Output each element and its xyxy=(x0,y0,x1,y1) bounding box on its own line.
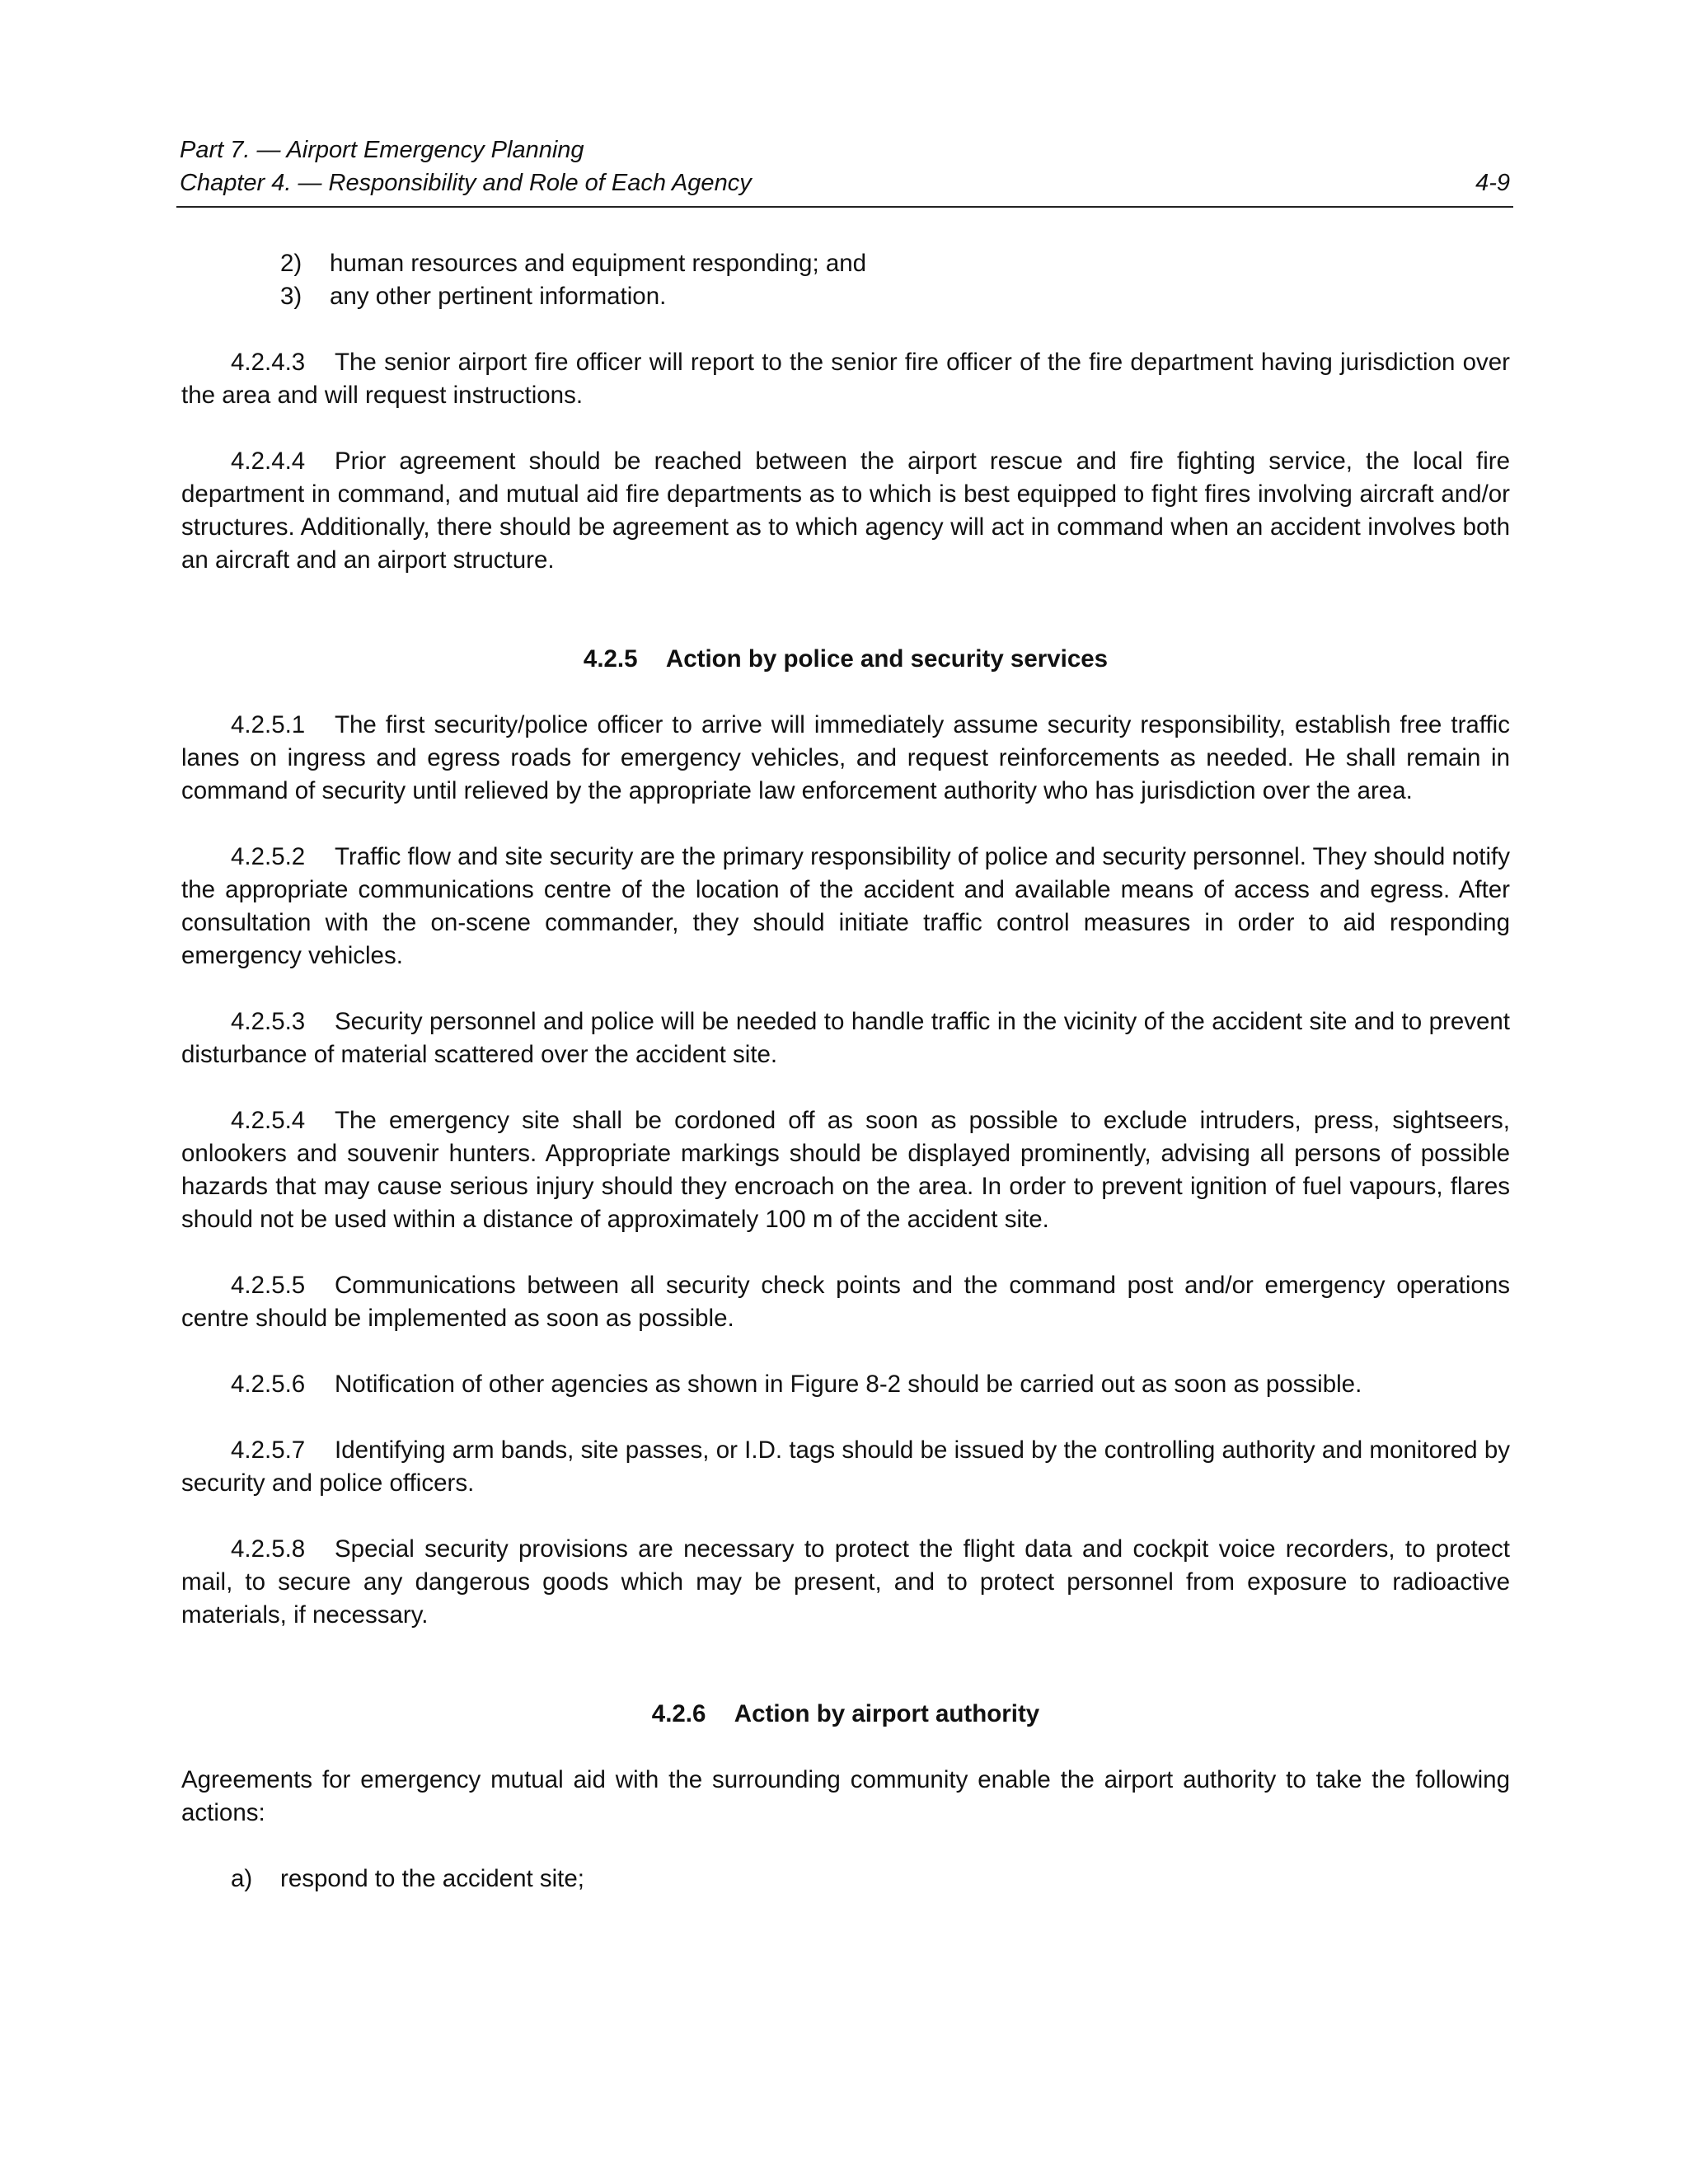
list-item-text: respond to the accident site; xyxy=(280,1865,584,1892)
section-title: Action by airport authority xyxy=(734,1700,1040,1727)
paragraph xyxy=(181,1104,1510,1236)
paragraph-text: Traffic flow and site security are the primary responsibility of police and security personnel. They should notify the appropriate communications centre of the location of the accident and available means of access and egress. After consultation with the on-scene commander, they should initiate traffic control measures in order to aid responding emergency vehicles. xyxy=(181,843,1510,969)
paragraph-number: 4.2.5.8 xyxy=(231,1535,306,1563)
list-item-text: human resources and equipment responding; and xyxy=(330,250,867,277)
document-page xyxy=(180,0,1510,2184)
paragraph-text: Security personnel and police will be needed to handle traffic in the vicinity of the accident site and to prevent disturbance of material scattered over the accident site. xyxy=(181,1008,1510,1068)
paragraph xyxy=(181,709,1510,808)
paragraph-number: 4.2.5.3 xyxy=(231,1008,306,1035)
list-item-text: any other pertinent information. xyxy=(330,283,667,310)
list-item-number: 3) xyxy=(280,283,302,310)
paragraph xyxy=(181,841,1510,972)
paragraph xyxy=(181,1368,1510,1401)
section-heading xyxy=(181,643,1510,676)
paragraph-number: 4.2.5.5 xyxy=(231,1272,306,1299)
paragraph xyxy=(181,346,1510,412)
page-number: 4-9 xyxy=(1475,170,1510,196)
paragraph xyxy=(181,1764,1510,1830)
document-body xyxy=(181,247,1510,1896)
paragraph xyxy=(181,445,1510,577)
paragraph xyxy=(181,1533,1510,1632)
section-number: 4.2.5 xyxy=(583,645,638,673)
header-chapter-title: Chapter 4. — Responsibility and Role of Each Agency xyxy=(180,170,752,196)
section-number: 4.2.6 xyxy=(651,1700,706,1727)
list-item xyxy=(231,1863,1510,1896)
paragraph-text: Identifying arm bands, site passes, or I.D. tags should be issued by the controlling authority and monitored by security and police officers. xyxy=(181,1436,1510,1497)
paragraph-text: Special security provisions are necessary to protect the flight data and cockpit voice recorders, to protect mail, to secure any dangerous goods which may be present, and to protect personnel from exposure to radioactive materials, if necessary. xyxy=(181,1535,1510,1629)
paragraph-text: Notification of other agencies as shown in Figure 8-2 should be carried out as soon as possible. xyxy=(335,1371,1362,1398)
paragraph-number: 4.2.5.4 xyxy=(231,1107,306,1134)
page-header xyxy=(180,134,1510,199)
paragraph xyxy=(181,1434,1510,1500)
paragraph-text: Agreements for emergency mutual aid with the surrounding community enable the airport authority to take the following actions: xyxy=(181,1766,1510,1826)
section-heading xyxy=(181,1698,1510,1731)
section-title: Action by police and security services xyxy=(665,645,1109,673)
paragraph-number: 4.2.4.3 xyxy=(231,349,306,376)
paragraph-number: 4.2.5.2 xyxy=(231,843,306,870)
list-item xyxy=(280,280,1510,313)
paragraph-text: The first security/police officer to arrive will immediately assume security responsibility, establish free traffic lanes on ingress and egress roads for emergency vehicles, and request reinforcements as needed. He shall remain in command of security until relieved by the appropriate law enforcement authority who has jurisdiction over the area. xyxy=(181,711,1510,804)
paragraph-text: The emergency site shall be cordoned off as soon as possible to exclude intruders, press, sightseers, onlookers and souvenir hunters. Appropriate markings should be displayed prominently, advising all persons of possible hazards that may cause serious injury should they encroach on the area. In order to prevent ignition of fuel vapours, flares should not be used within a distance of approximately 100 m of the accident site. xyxy=(181,1107,1510,1233)
list-item-number: 2) xyxy=(280,250,302,277)
paragraph-number: 4.2.4.4 xyxy=(231,448,306,475)
paragraph-number: 4.2.5.1 xyxy=(231,711,306,738)
paragraph-text: Prior agreement should be reached between the airport rescue and fire fighting service, the local fire department in command, and mutual aid fire departments as to which is best equipped to fight fires involving aircraft and/or structures. Additionally, there should be agreement as to which agency will act in command when an accident involves both an aircraft and an airport structure. xyxy=(181,448,1510,574)
header-rule xyxy=(176,206,1513,208)
list-item xyxy=(280,247,1510,280)
list-item-letter: a) xyxy=(231,1865,253,1892)
paragraph-text: Communications between all security check points and the command post and/or emergency operations centre should be implemented as soon as possible. xyxy=(181,1272,1510,1332)
paragraph xyxy=(181,1269,1510,1335)
paragraph-text: The senior airport fire officer will report to the senior fire officer of the fire department having jurisdiction over the area and will request instructions. xyxy=(181,349,1510,409)
paragraph-number: 4.2.5.7 xyxy=(231,1436,306,1464)
paragraph-number: 4.2.5.6 xyxy=(231,1371,306,1398)
header-part-title: Part 7. — Airport Emergency Planning xyxy=(180,137,584,163)
paragraph xyxy=(181,1005,1510,1071)
